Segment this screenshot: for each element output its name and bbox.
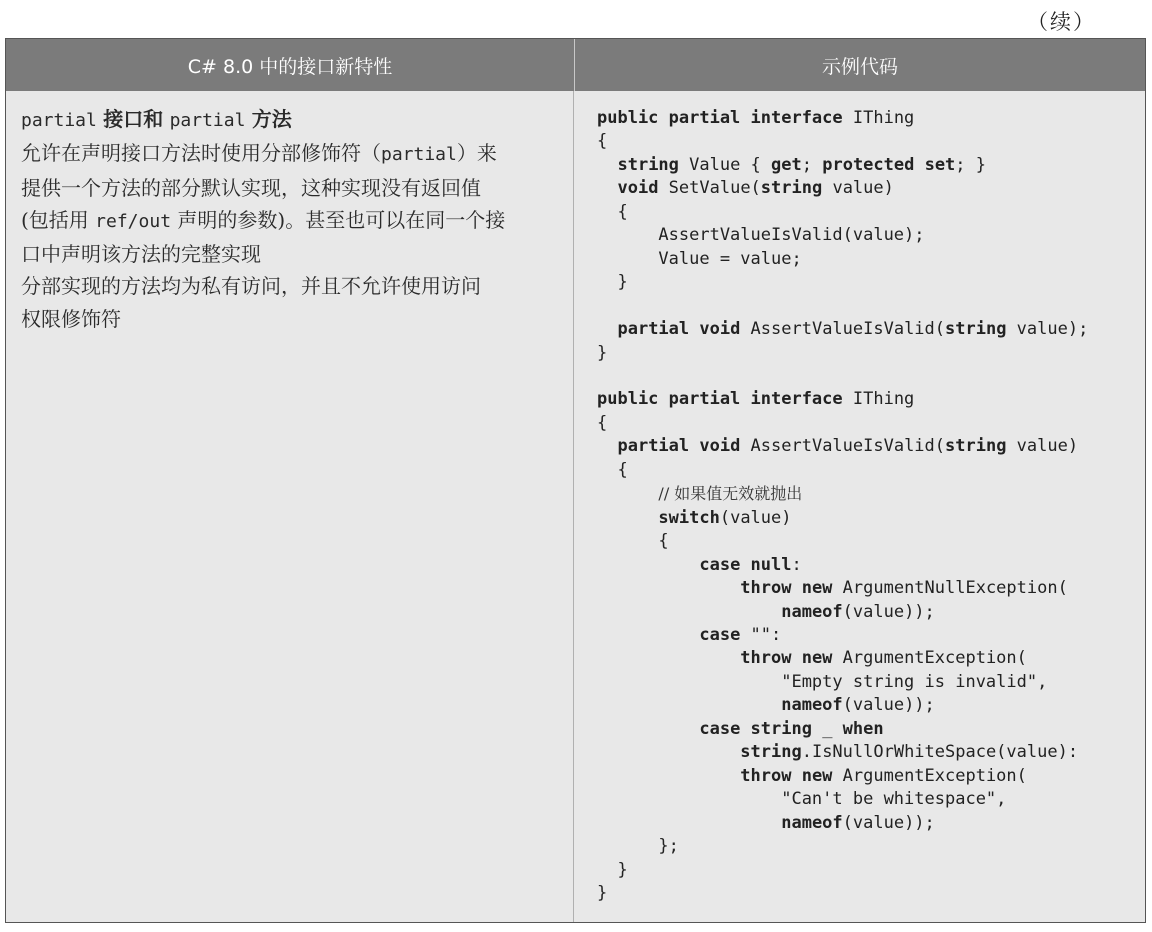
description-line bbox=[21, 137, 566, 171]
title-text: 方法 bbox=[251, 107, 292, 131]
code-line bbox=[597, 554, 1088, 577]
code-text: ; bbox=[801, 154, 823, 175]
feature-description bbox=[21, 103, 566, 335]
code-text: value) bbox=[822, 178, 894, 199]
description-text: (包括用 bbox=[21, 207, 96, 232]
code-line bbox=[597, 624, 1088, 647]
code-text bbox=[597, 719, 699, 739]
code-text: { bbox=[597, 412, 608, 433]
code-text: SetValue( bbox=[658, 178, 761, 199]
code-line bbox=[597, 765, 1088, 788]
code-line bbox=[597, 788, 1088, 811]
code-text: }; bbox=[597, 836, 679, 857]
code-text: (value)); bbox=[842, 812, 935, 833]
code-keyword: case string bbox=[699, 718, 812, 739]
code-line bbox=[597, 295, 1088, 318]
code-keyword: string bbox=[945, 319, 1007, 340]
code-text: ; } bbox=[955, 154, 987, 175]
code-line bbox=[597, 812, 1088, 835]
code-line bbox=[597, 647, 1088, 670]
code-text: "": bbox=[740, 624, 782, 645]
code-keyword: partial void bbox=[617, 319, 741, 340]
code-text: } bbox=[597, 882, 608, 903]
code-text: _ bbox=[811, 718, 843, 739]
code-text: AssertValueIsValid( bbox=[740, 319, 946, 340]
code-text: } bbox=[597, 859, 628, 880]
description-lines bbox=[21, 137, 566, 335]
feature-table bbox=[5, 38, 1146, 923]
code-text bbox=[597, 602, 781, 622]
code-text: value) bbox=[1006, 436, 1079, 457]
code-keyword: nameof bbox=[781, 695, 843, 716]
description-line bbox=[21, 270, 566, 302]
description-line bbox=[21, 238, 566, 270]
code-line bbox=[597, 577, 1088, 600]
description-text: ）来 bbox=[456, 141, 497, 166]
code-keyword: get bbox=[771, 154, 802, 175]
title-code: partial bbox=[21, 110, 97, 131]
code-line bbox=[597, 459, 1088, 482]
code-line bbox=[597, 859, 1088, 882]
continued-label: （续） bbox=[1027, 10, 1096, 34]
code-keyword: void bbox=[617, 178, 659, 199]
description-text: 口中声明该方法的完整实现 bbox=[21, 242, 261, 267]
code-keyword: throw new bbox=[740, 578, 833, 599]
code-block bbox=[597, 107, 1088, 905]
code-text bbox=[597, 155, 617, 175]
code-keyword: partial void bbox=[617, 436, 741, 457]
code-text: { bbox=[597, 201, 628, 222]
code-text: ArgumentException( bbox=[832, 765, 1027, 786]
description-text: 允许在声明接口方法时使用分部修饰符（ bbox=[21, 141, 381, 166]
code-text: value); bbox=[1006, 319, 1089, 340]
code-keyword: protected set bbox=[822, 154, 956, 175]
feature-cell bbox=[6, 91, 574, 922]
code-text: .IsNullOrWhiteSpace(value): bbox=[801, 742, 1079, 763]
description-line bbox=[21, 204, 566, 238]
code-text: AssertValueIsValid(value); bbox=[597, 225, 925, 246]
code-keyword: case null bbox=[699, 554, 792, 575]
code-text: IThing bbox=[842, 389, 915, 410]
code-text: ArgumentNullException( bbox=[832, 578, 1068, 599]
code-text bbox=[597, 813, 781, 833]
code-line bbox=[597, 671, 1088, 694]
code-text bbox=[597, 508, 658, 528]
description-text: 提供一个方法的部分默认实现，这种实现没有返回值 bbox=[21, 175, 481, 200]
code-line bbox=[597, 835, 1088, 858]
code-text bbox=[597, 436, 617, 456]
code-line bbox=[597, 718, 1088, 741]
code-line bbox=[597, 271, 1088, 294]
code-text: ArgumentException( bbox=[832, 648, 1027, 669]
code-line bbox=[597, 530, 1088, 553]
code-keyword: case bbox=[699, 624, 741, 645]
code-line bbox=[597, 388, 1088, 411]
header-sample-code: 示例代码 bbox=[821, 55, 898, 78]
code-line bbox=[597, 107, 1088, 130]
code-text bbox=[597, 578, 740, 598]
code-text: { bbox=[597, 131, 608, 152]
title-code: partial bbox=[169, 110, 246, 131]
code-line bbox=[597, 154, 1088, 177]
code-line bbox=[597, 248, 1088, 271]
code-line bbox=[597, 694, 1088, 717]
description-text: 分部实现的方法均为私有访问，并且不允许使用访问 bbox=[21, 274, 481, 299]
description-line bbox=[21, 172, 566, 204]
inline-code: partial bbox=[381, 144, 457, 166]
code-keyword: public partial interface bbox=[597, 389, 843, 410]
code-line bbox=[597, 177, 1088, 200]
code-line bbox=[597, 342, 1088, 365]
code-text bbox=[597, 766, 740, 786]
code-text: : bbox=[791, 554, 802, 575]
code-keyword: string bbox=[617, 154, 679, 175]
code-text bbox=[597, 625, 699, 645]
code-text bbox=[597, 319, 617, 339]
code-text: } bbox=[597, 272, 628, 293]
code-text: AssertValueIsValid( bbox=[740, 436, 946, 457]
code-line bbox=[597, 318, 1088, 341]
code-comment: // 如果值无效就抛出 bbox=[658, 484, 803, 504]
code-keyword: throw new bbox=[740, 765, 833, 786]
code-text bbox=[597, 742, 740, 762]
code-keyword: string bbox=[740, 742, 802, 763]
code-line bbox=[597, 435, 1088, 458]
header-feature: C# 8.0 中的接口新特性 bbox=[6, 39, 575, 91]
code-keyword: throw new bbox=[740, 648, 833, 669]
code-line bbox=[597, 130, 1088, 153]
code-text: "Empty string is invalid", bbox=[597, 671, 1048, 692]
code-text: { bbox=[597, 531, 669, 552]
code-text: Value = value; bbox=[597, 248, 802, 269]
code-cell bbox=[575, 91, 1145, 922]
code-keyword: when bbox=[842, 718, 884, 739]
code-line bbox=[597, 412, 1088, 435]
code-line bbox=[597, 507, 1088, 530]
code-keyword: string bbox=[945, 436, 1007, 457]
code-keyword: nameof bbox=[781, 812, 843, 833]
code-text: { bbox=[597, 459, 628, 480]
code-keyword: nameof bbox=[781, 601, 843, 622]
code-text bbox=[597, 695, 781, 715]
description-text: 权限修饰符 bbox=[21, 306, 121, 331]
code-line bbox=[597, 201, 1088, 224]
code-line bbox=[597, 482, 1088, 506]
title-text: 接口和 bbox=[103, 107, 164, 131]
code-text bbox=[597, 178, 617, 198]
code-text: IThing bbox=[842, 108, 915, 128]
code-text bbox=[597, 555, 699, 575]
code-text: (value)); bbox=[842, 695, 935, 716]
description-text: 声明的参数)。甚至也可以在同一个接 bbox=[171, 207, 506, 232]
code-text: (value) bbox=[719, 507, 792, 528]
code-line bbox=[597, 601, 1088, 624]
table-header bbox=[6, 39, 1145, 91]
code-text: "Can't be whitespace", bbox=[597, 789, 1007, 810]
code-text: } bbox=[597, 342, 608, 363]
code-keyword: string bbox=[760, 178, 823, 199]
code-text: (value)); bbox=[842, 601, 935, 622]
feature-title bbox=[21, 103, 566, 137]
code-line bbox=[597, 224, 1088, 247]
code-text bbox=[597, 648, 740, 668]
code-keyword: public partial interface bbox=[597, 108, 843, 128]
code-keyword: switch bbox=[658, 507, 720, 528]
code-line bbox=[597, 741, 1088, 764]
code-text: Value { bbox=[678, 154, 772, 175]
inline-code: ref/out bbox=[95, 210, 172, 232]
code-text bbox=[597, 484, 658, 504]
description-line bbox=[21, 303, 566, 335]
code-line bbox=[597, 365, 1088, 388]
code-line bbox=[597, 882, 1088, 905]
